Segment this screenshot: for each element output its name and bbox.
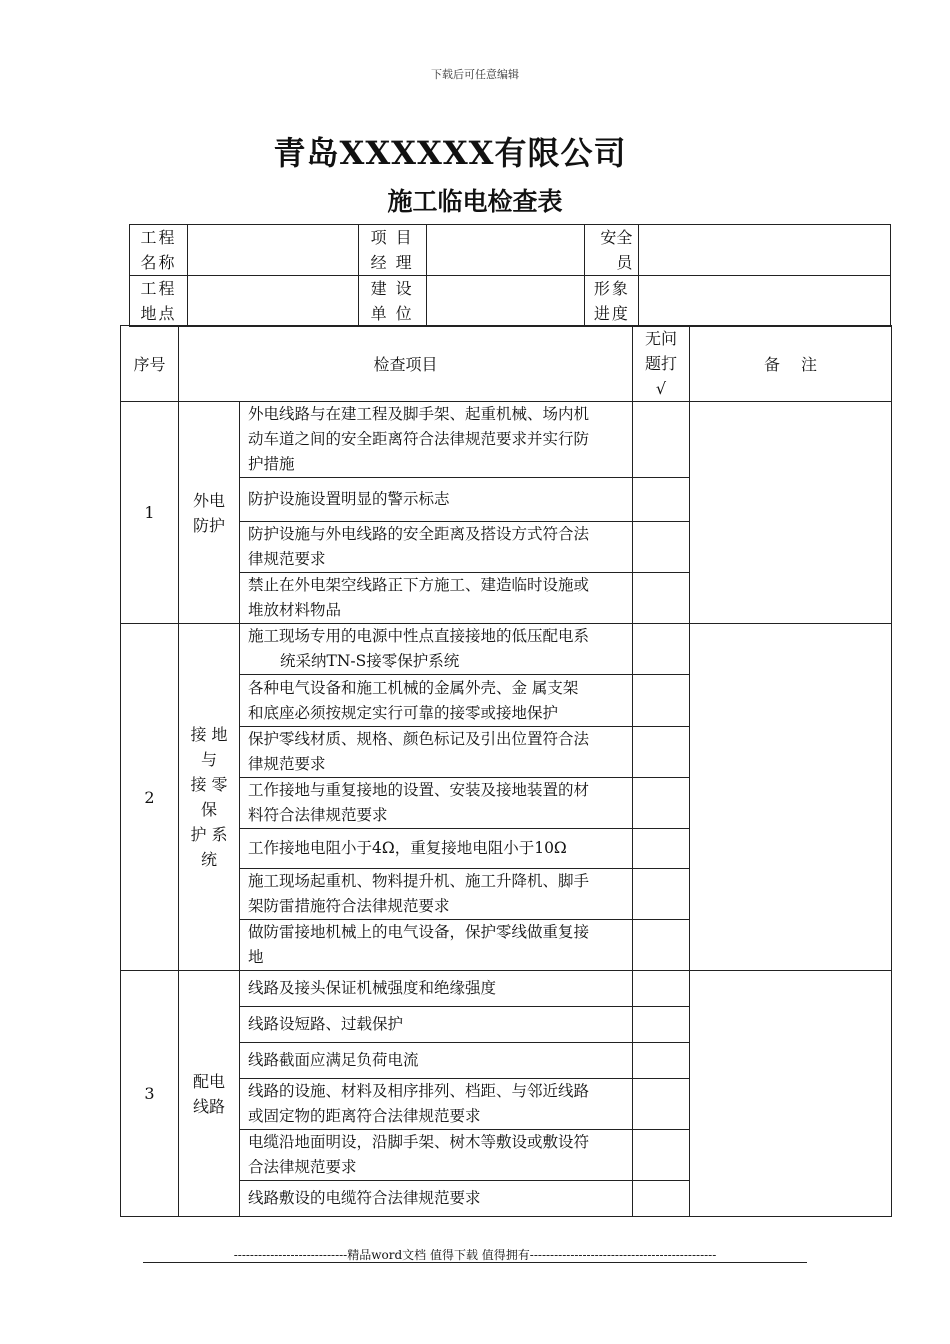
footer-divider [143, 1262, 807, 1263]
ok-checkbox[interactable] [633, 920, 690, 971]
section-number: 2 [121, 624, 179, 971]
check-item: 保护零线材质、规格、颜色标记及引出位置符合法 律规范要求 [240, 727, 633, 778]
safety-officer-field[interactable] [639, 225, 891, 276]
check-item: 线路截面应满足负荷电流 [240, 1043, 633, 1079]
remark-cell[interactable] [690, 624, 892, 971]
check-item: 做防雷接地机械上的电气设备，保护零线做重复接 地 [240, 920, 633, 971]
check-item: 禁止在外电架空线路正下方施工、建造临时设施或 堆放材料物品 [240, 573, 633, 624]
remark-cell[interactable] [690, 402, 892, 624]
check-item: 防护设施设置明显的警示标志 [240, 478, 633, 522]
progress-label: 形象 进度 [585, 276, 639, 327]
project-location-label: 工程 地点 [130, 276, 188, 327]
builder-label: 建 设 单 位 [358, 276, 426, 327]
header-note: 下载后可任意编辑 [431, 68, 519, 81]
footer-text: ----------------------------精品word文档 值得下载 值得拥有---------------------------------------------- [233, 1248, 717, 1262]
project-manager-label: 项 目 经 理 [358, 225, 426, 276]
item-header: 检查项目 [179, 326, 633, 402]
section-category: 外电 防护 [179, 402, 240, 624]
section-number: 1 [121, 402, 179, 624]
ok-checkbox[interactable] [633, 1079, 690, 1130]
section-number: 3 [121, 971, 179, 1217]
ok-checkbox[interactable] [633, 971, 690, 1007]
check-item: 外电线路与在建工程及脚手架、起重机械、场内机 动车道之间的安全距离符合法律规范要求并实行防 护措施 [240, 402, 633, 478]
check-item: 防护设施与外电线路的安全距离及搭设方式符合法 律规范要求 [240, 522, 633, 573]
check-item: 线路的设施、材料及相序排列、档距、与邻近线路 或固定物的距离符合法律规范要求 [240, 1079, 633, 1130]
project-manager-field[interactable] [426, 225, 585, 276]
ok-checkbox[interactable] [633, 869, 690, 920]
ok-checkbox[interactable] [633, 1130, 690, 1181]
project-location-field[interactable] [187, 276, 358, 327]
section-category: 配电 线路 [179, 971, 240, 1217]
check-item: 施工现场起重机、物料提升机、施工升降机、脚手 架防雷措施符合法律规范要求 [240, 869, 633, 920]
check-item: 线路及接头保证机械强度和绝缘强度 [240, 971, 633, 1007]
check-item: 各种电气设备和施工机械的金属外壳、金 属支架 和底座必须按规定实行可靠的接零或接地保护 [240, 675, 633, 727]
seq-header: 序号 [121, 326, 179, 402]
ok-checkbox[interactable] [633, 573, 690, 624]
company-name: 青岛XXXXXX有限公司 [273, 134, 627, 172]
check-item: 线路设短路、过载保护 [240, 1007, 633, 1043]
ok-checkbox[interactable] [633, 1007, 690, 1043]
ok-checkbox[interactable] [633, 478, 690, 522]
ok-checkbox[interactable] [633, 829, 690, 869]
check-item: 施工现场专用的电源中性点直接接地的低压配电系 统采纳TN-S接零保护系统 [240, 624, 633, 675]
ok-checkbox[interactable] [633, 1181, 690, 1217]
project-info-table [129, 224, 891, 327]
check-item: 电缆沿地面明设，沿脚手架、树木等敷设或敷设符 合法律规范要求 [240, 1130, 633, 1181]
ok-header: 无问 题打 √ [633, 326, 690, 402]
ok-checkbox[interactable] [633, 522, 690, 573]
check-item: 工作接地电阻小于4Ω，重复接地电阻小于10Ω [240, 829, 633, 869]
progress-field[interactable] [639, 276, 891, 327]
inspection-table [120, 325, 892, 1217]
remark-cell[interactable] [690, 971, 892, 1217]
check-item: 线路敷设的电缆符合法律规范要求 [240, 1181, 633, 1217]
section-category: 接 地 与 接 零 保 护 系 统 [179, 624, 240, 971]
project-name-label: 工程 名称 [130, 225, 188, 276]
project-name-field[interactable] [187, 225, 358, 276]
check-item: 工作接地与重复接地的设置、安装及接地装置的材 料符合法律规范要求 [240, 778, 633, 829]
ok-checkbox[interactable] [633, 624, 690, 675]
ok-checkbox[interactable] [633, 1043, 690, 1079]
ok-checkbox[interactable] [633, 675, 690, 727]
safety-officer-label: 安全 员 [585, 225, 639, 276]
remark-header: 备 注 [690, 326, 892, 402]
builder-field[interactable] [426, 276, 585, 327]
document-title: 施工临电检查表 [387, 187, 563, 216]
ok-checkbox[interactable] [633, 778, 690, 829]
ok-checkbox[interactable] [633, 402, 690, 478]
ok-checkbox[interactable] [633, 727, 690, 778]
